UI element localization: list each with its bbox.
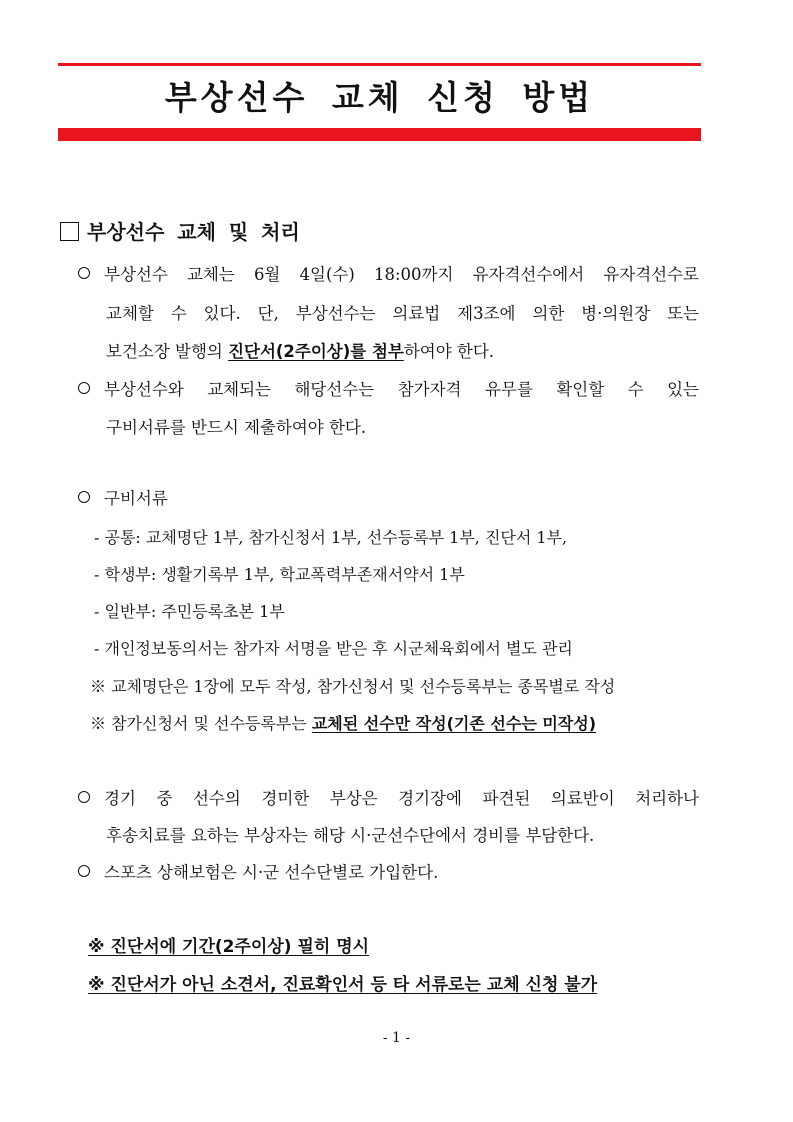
section-heading — [60, 218, 300, 246]
bullet-2-line-2: 구비서류를 반드시 제출하여야 한다. — [106, 418, 367, 437]
circle-bullet-icon — [78, 491, 90, 503]
docs-general: - 일반부: 주민등록초본 1부 — [94, 602, 285, 621]
title-bottom-rule — [58, 128, 701, 141]
bullet-1-line-2: 교체할 수 있다. 단, 부상선수는 의료법 제3조에 의한 병·의원장 또는 — [106, 304, 699, 323]
bullet-4-line-1: 스포츠 상해보험은 시·군 선수단별로 가입한다. — [78, 862, 699, 884]
circle-bullet-icon — [78, 382, 90, 394]
emphasis-replaced-only: 교체된 선수만 작성(기존 선수는 미작성) — [311, 714, 597, 733]
bullet-2-line-1: 부상선수와 교체되는 해당선수는 참가자격 유무를 확인할 수 있는 — [78, 379, 699, 401]
bullet-1-line-1: 부상선수 교체는 6월 4일(수) 18:00까지 유자격선수에서 유자격선수로 — [78, 264, 699, 286]
title-top-rule — [58, 63, 701, 66]
bottom-note-1: ※ 진단서에 기간(2주이상) 필히 명시 — [88, 937, 370, 957]
checkbox-square-icon — [60, 222, 79, 241]
note-2: ※ 참가신청서 및 선수등록부는 교체된 선수만 작성(기존 선수는 미작성) — [90, 714, 597, 733]
section-heading-text: 부상선수 교체 및 처리 — [87, 220, 300, 244]
docs-student: - 학생부: 생활기록부 1부, 학교폭력부존재서약서 1부 — [94, 565, 465, 584]
bottom-note-2: ※ 진단서가 아닌 소견서, 진료확인서 등 타 서류로는 교체 신청 불가 — [88, 975, 598, 995]
docs-heading: 구비서류 — [78, 488, 699, 510]
docs-common: - 공통: 교체명단 1부, 참가신청서 1부, 선수등록부 1부, 진단서 1부, — [94, 528, 568, 547]
circle-bullet-icon — [78, 791, 90, 803]
bullet-3-line-1: 경기 중 선수의 경미한 부상은 경기장에 파견된 의료반이 처리하나 — [78, 788, 699, 810]
docs-privacy: - 개인정보동의서는 참가자 서명을 받은 후 시군체육회에서 별도 관리 — [94, 639, 573, 658]
circle-bullet-icon — [78, 267, 90, 279]
bullet-3-line-2: 후송치료를 요하는 부상자는 해당 시·군선수단에서 경비를 부담한다. — [106, 826, 595, 845]
emphasis-diagnosis: 진단서(2주이상)를 첨부 — [228, 342, 404, 361]
page-title: 부상선수 교체 신청 방법 — [164, 78, 595, 117]
page-number: - 1 - — [382, 1030, 411, 1046]
note-1: ※ 교체명단은 1장에 모두 작성, 참가신청서 및 선수등록부는 종목별로 작성 — [90, 677, 616, 696]
circle-bullet-icon — [78, 865, 90, 877]
bullet-1-line-3: 보건소장 발행의 진단서(2주이상)를 첨부하여야 한다. — [106, 342, 495, 361]
